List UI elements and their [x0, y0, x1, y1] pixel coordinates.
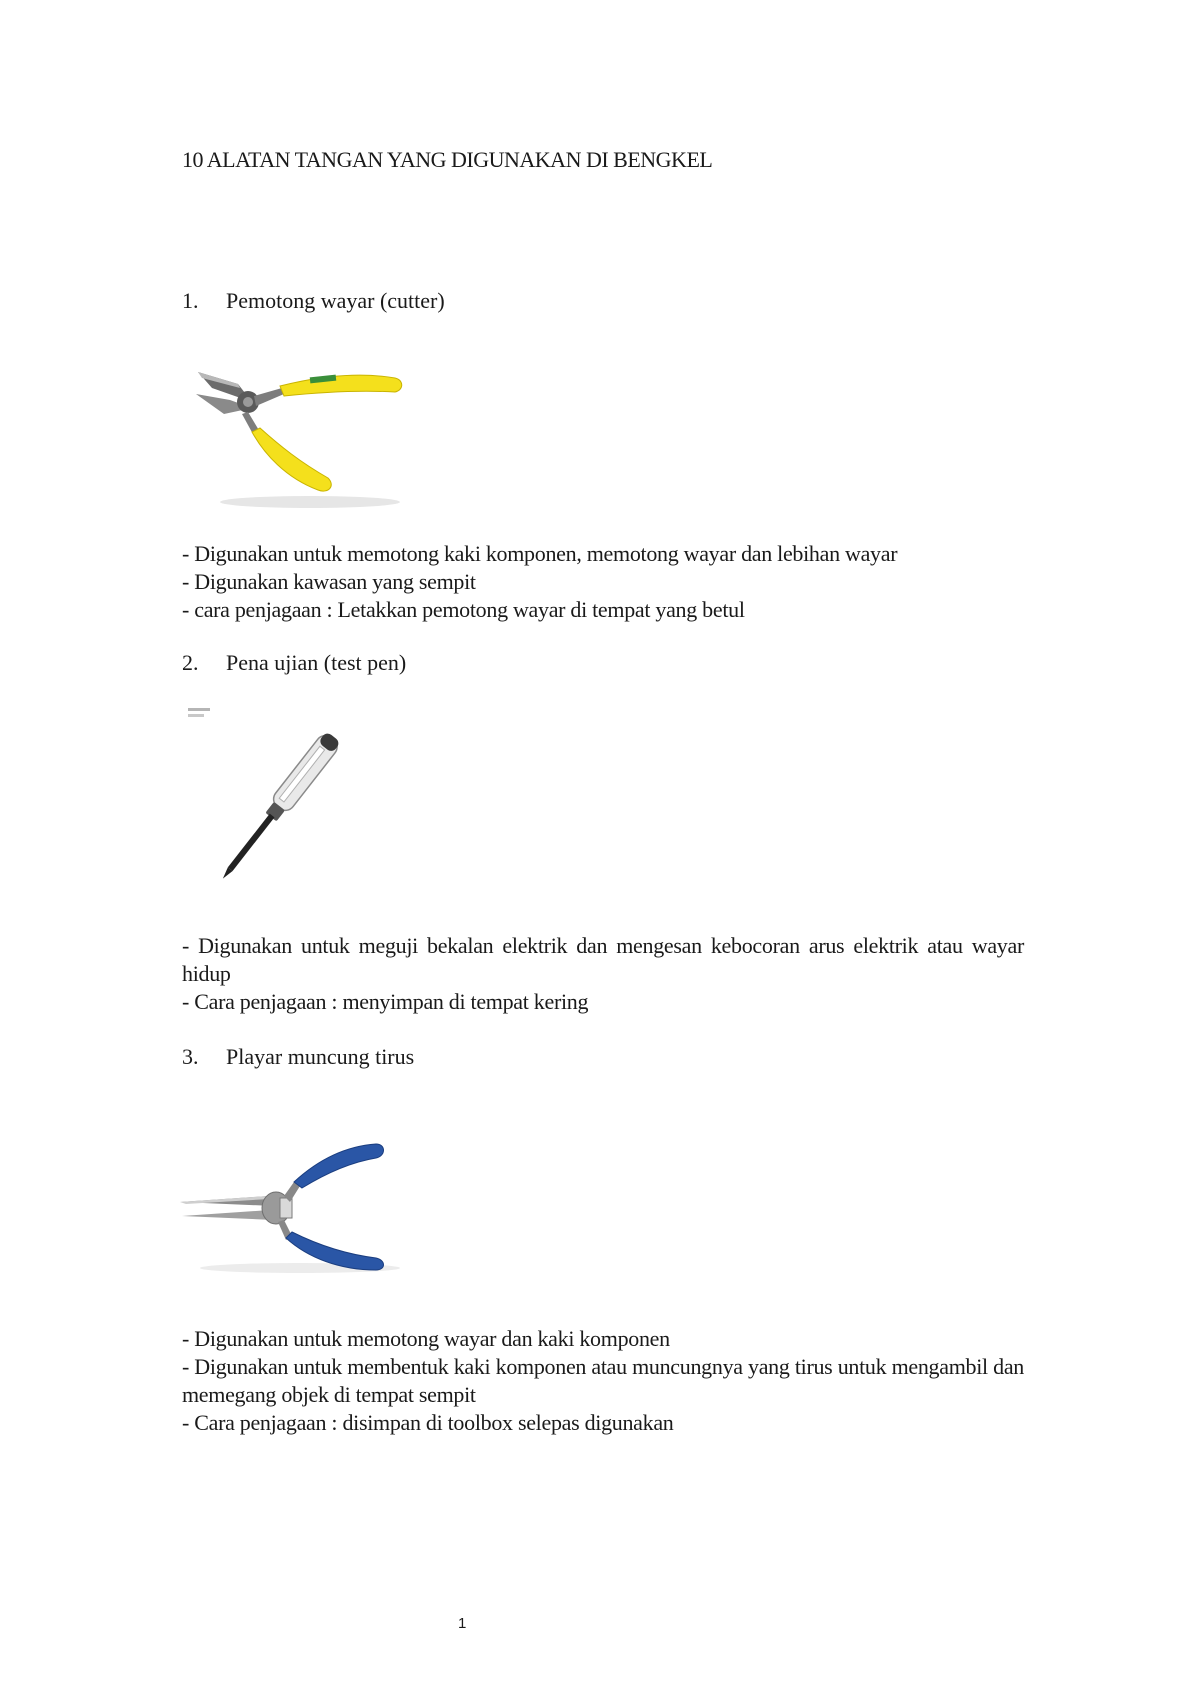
- page-title: 10 ALATAN TANGAN YANG DIGUNAKAN DI BENGKEL: [182, 147, 713, 172]
- description-line: - Digunakan kawasan yang sempit: [182, 569, 476, 594]
- tool-name: Playar muncung tirus: [226, 1044, 415, 1069]
- description-line: - cara penjagaan : Letakkan pemotong wayar di tempat yang betul: [182, 597, 745, 622]
- description-line: - Digunakan untuk meguji bekalan elektrik dan mengesan kebocoran arus elektrik atau wayar hidup: [182, 933, 1024, 986]
- description-line: - Cara penjagaan : menyimpan di tempat kering: [182, 989, 589, 1014]
- description-line: - Digunakan untuk memotong kaki komponen, memotong wayar dan lebihan wayar: [182, 541, 898, 566]
- description-line: - Digunakan untuk memotong wayar dan kaki komponen: [182, 1326, 670, 1351]
- tool-description-test-pen: [182, 932, 1024, 1016]
- description-line: - Digunakan untuk membentuk kaki komponen atau muncungnya yang tirus untuk mengambil dan memegang objek di tempat sempit: [182, 1354, 1024, 1407]
- test-pen-icon: [186, 706, 386, 896]
- description-line: - Cara penjagaan : disimpan di toolbox selepas digunakan: [182, 1410, 674, 1435]
- diagonal-cutter-icon: [190, 362, 430, 517]
- tool-heading-cutter: [182, 288, 445, 314]
- tool-heading-needle-nose-pliers: [182, 1044, 414, 1070]
- page-number: 1: [458, 1615, 467, 1632]
- tool-description-cutter: [182, 540, 1024, 624]
- tool-number: 3.: [182, 1044, 199, 1069]
- tool-heading-test-pen: [182, 650, 406, 676]
- needle-nose-pliers-icon: [180, 1140, 410, 1280]
- tool-description-needle-nose-pliers: [182, 1325, 1024, 1437]
- tool-number: 2.: [182, 650, 199, 675]
- tool-number: 1.: [182, 288, 199, 313]
- tool-name: Pena ujian (test pen): [226, 650, 407, 675]
- tool-name: Pemotong wayar (cutter): [226, 288, 445, 313]
